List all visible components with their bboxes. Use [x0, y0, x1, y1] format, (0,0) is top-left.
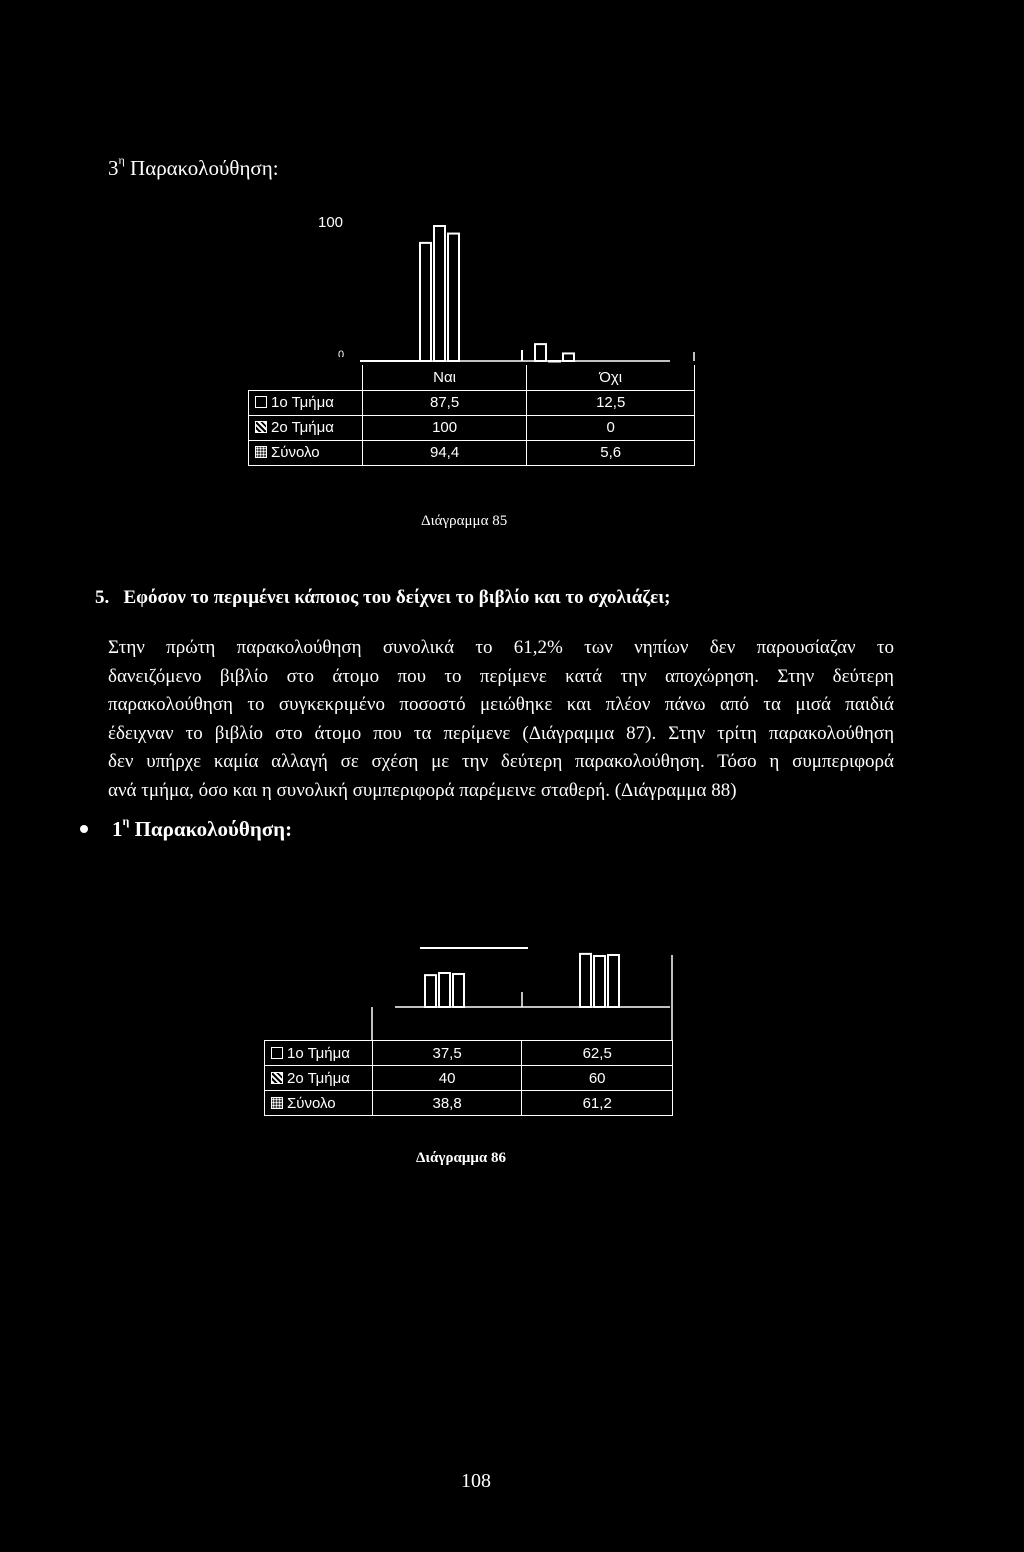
series-name: 1ο Τμήμα — [287, 1044, 350, 1062]
chart-bar — [448, 234, 459, 361]
data-label: 12,5 — [527, 390, 695, 415]
chart-85-plot — [330, 210, 710, 370]
body-paragraph — [108, 634, 894, 806]
series-name: 1ο Τμήμα — [271, 394, 334, 411]
chart-85-table — [248, 365, 695, 466]
legend-label — [265, 1041, 373, 1066]
chart-86-plot — [360, 915, 690, 1045]
table-row — [249, 390, 695, 415]
chart-bar — [453, 974, 464, 1007]
chart-bar — [563, 353, 574, 361]
chart-bar — [535, 344, 546, 361]
legend-label — [265, 1091, 373, 1116]
chart-85-bars — [420, 226, 574, 362]
chart-bar — [608, 955, 619, 1007]
chart-bar — [580, 954, 591, 1007]
series-name: Σύνολο — [287, 1094, 336, 1112]
series-name: 2ο Τμήμα — [271, 419, 334, 436]
legend-label — [249, 440, 363, 465]
chart-bar — [420, 243, 431, 361]
legend-swatch — [271, 1072, 283, 1084]
category-header: Όχι — [527, 365, 695, 390]
chart-85-ytick-bottom: 0 — [338, 350, 345, 357]
heading-superscript: η — [122, 814, 130, 828]
question-text: Εφόσον το περιμένει κάποιος του δείχνει το βιβλίο και το σχολιάζει; — [123, 587, 671, 608]
data-label: 100 — [362, 415, 527, 440]
legend-swatch — [271, 1097, 283, 1109]
data-label: 94,4 — [362, 440, 527, 465]
table-row — [265, 1091, 673, 1116]
heading-text: Παρακολούθηση: — [134, 817, 293, 841]
legend-label — [265, 1066, 373, 1091]
paragraph-line: δανειζόμενο βιβλίο στο άτομο που το περίμενε κατά την αποχώρηση. Στην δεύτερη — [108, 665, 894, 687]
data-label: 60 — [522, 1066, 673, 1091]
data-label: 61,2 — [522, 1091, 673, 1116]
paragraph-line: έδειχναν το βιβλίο στο άτομο που τα περίμενε (Διάγραμμα 87). Στην τρίτη παρακολούθηση — [108, 722, 894, 744]
heading-text: Παρακολούθηση: — [130, 156, 279, 180]
chart-85-caption: Διάγραμμα 85 — [421, 513, 508, 529]
category-header: Ναι — [362, 365, 527, 390]
data-label: 40 — [372, 1066, 522, 1091]
paragraph-line: ανά τμήμα, όσο και η συνολική συμπεριφορά παρέμεινε σταθερή. (Διάγραμμα 88) — [108, 779, 737, 801]
legend-label — [249, 415, 363, 440]
series-name: Σύνολο — [271, 444, 320, 461]
table-row — [265, 1041, 673, 1066]
data-label: 5,6 — [527, 440, 695, 465]
question-5 — [95, 587, 671, 609]
page-number: 108 — [461, 1470, 491, 1492]
heading-number: 3 — [108, 156, 119, 180]
data-label: 38,8 — [372, 1091, 522, 1116]
heading-superscript: η — [118, 153, 125, 167]
legend-swatch — [255, 421, 267, 433]
paragraph-line: δεν υπήρχε καμία αλλαγή σε σχέση με την δεύτερη παρακολούθηση. Τόσο η συμπεριφορά — [108, 751, 894, 773]
paragraph-line: παρακολούθηση το συγκεκριμένο ποσοστό μειώθηκε και πλέον πάνω από τα μισά παιδιά — [108, 694, 894, 716]
legend-label — [249, 390, 363, 415]
chart-bar — [439, 973, 450, 1007]
chart-bar — [549, 361, 560, 362]
chart-bar — [425, 975, 436, 1007]
paragraph-line: Στην πρώτη παρακολούθηση συνολικά το 61,2% των νηπίων δεν παρουσίαζαν το — [108, 637, 894, 658]
table-row — [265, 1066, 673, 1091]
data-label: 37,5 — [372, 1041, 522, 1066]
series-name: 2ο Τμήμα — [287, 1069, 350, 1087]
chart-86-table — [264, 1040, 673, 1116]
table-row — [249, 440, 695, 465]
table-row — [249, 415, 695, 440]
legend-swatch — [271, 1047, 283, 1059]
question-number: 5. — [95, 587, 110, 608]
chart-86-caption: Διάγραμμα 86 — [416, 1150, 506, 1166]
table-corner — [249, 365, 363, 390]
chart-85-ytick-top: 100 — [318, 214, 344, 231]
data-label: 87,5 — [362, 390, 527, 415]
legend-swatch — [255, 396, 267, 408]
heading-number: 1 — [112, 817, 123, 841]
chart-bar — [594, 956, 605, 1007]
section-1-heading — [112, 814, 293, 842]
section-3-heading — [108, 153, 279, 181]
data-label: 0 — [527, 415, 695, 440]
chart-bar — [434, 226, 445, 361]
bullet-icon — [80, 825, 88, 833]
data-label: 62,5 — [522, 1041, 673, 1066]
legend-swatch — [255, 446, 267, 458]
